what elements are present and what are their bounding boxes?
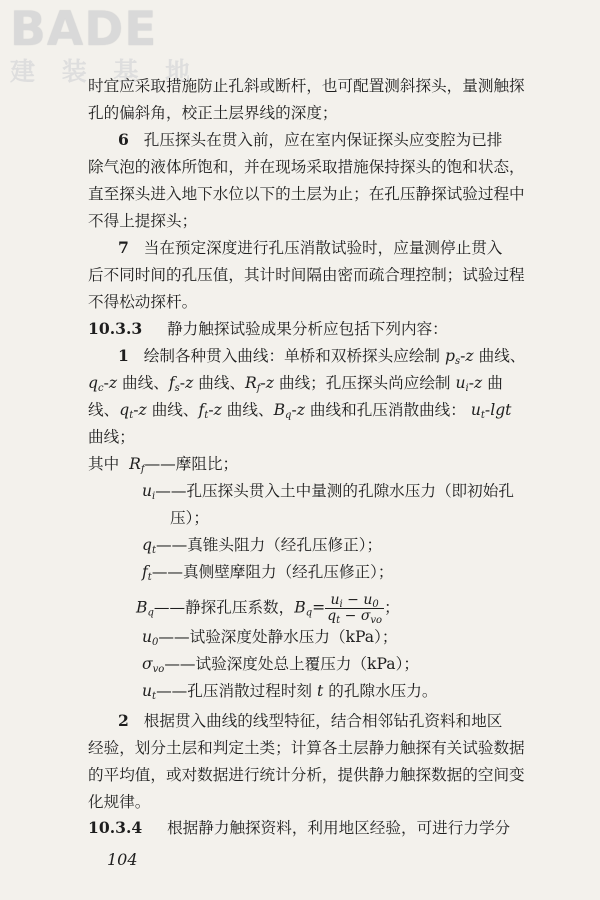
text-line: 线、$q_t-z$ 曲线、$f_t-z$ 曲线、$B_q-z$ 曲线和孔压消散曲线： $u_t$-lgt [88,401,512,421]
section-number: 10.3.3 [88,319,143,338]
text-line: $q_t——$真锥头阻力（经孔压修正）； [142,536,383,556]
text-line: $\sigma_{vo}——$试验深度处总上覆压力（kPa）； [142,655,419,675]
text-line: $u_t——$孔压消散过程时刻 t 的孔隙水压力。 [142,682,438,702]
section-number: 10.3.4 [88,818,143,837]
watermark-logo [10,2,200,86]
text-line: $q_c-z$ 曲线、$f_s-z$ 曲线、$R_f-z$ 曲线；孔压探头尚应绘制 $u_i-z$ 曲 [88,374,503,394]
item-number: 6 [118,130,129,149]
text-line: 不得上提探头； [88,212,198,230]
text-line: 压）； [170,509,209,527]
text-line: $u_i——$孔压探头贯入土中量测的孔隙水压力（即初始孔 [142,482,514,502]
watermark-brand: BADE [10,2,158,57]
text-line: 时宜应采取措施防止孔斜或断杆，也可配置测斜探头，量测触探 [88,77,525,95]
text-line: 7 当在预定深度进行孔压消散试验时，应量测停止贯入 [118,238,503,257]
watermark-tagline: 建 装 基 地 [10,57,200,86]
text-line: 10.3.3 静力触探试验成果分析应包括下列内容： [88,319,448,338]
text-line: 2 根据贯入曲线的线型特征，结合相邻钻孔资料和地区 [118,711,503,730]
text-line: 经验，划分土层和判定土类；计算各土层静力触探有关试验数据 [88,739,525,757]
text-line: 化规律。 [88,793,151,811]
bq-fraction: $\frac{u_i - u_0}{q_t - \sigma_{vo}}$ [327,592,383,626]
text-line: 直至探头进入地下水位以下的土层为止；在孔压静探试验过程中 [88,185,525,203]
text-line: 6 孔压探头在贯入前，应在室内保证探头应变腔为已排 [118,130,503,149]
text-line: 曲线； [88,428,135,446]
page-number: 104 [107,850,138,869]
item-number: 7 [118,238,129,257]
text-line: 孔的偏斜角，校正土层界线的深度； [88,104,338,122]
text-line: 不得松动探杆。 [88,293,198,311]
text-line: 的平均值，或对数据进行统计分析，提供静力触探数据的空间变 [88,766,525,784]
text-line: 1 绘制各种贯入曲线：单桥和双桥探头应绘制 $p_s-z$ 曲线、 [118,346,526,367]
text-line: $f_t——$真侧壁摩阻力（经孔压修正）； [142,563,394,583]
text-line: 其中 $R_f——$摩阻比； [88,455,239,475]
item-number: 1 [118,346,129,365]
text-line: $u_0——$试验深度处静水压力（kPa）； [142,628,398,648]
where-label: 其中 [88,455,120,473]
item-number: 2 [118,711,129,730]
text-line: 除气泡的液体所饱和，并在现场采取措施保持探头的饱和状态， [88,158,525,176]
text-line: 10.3.4 根据静力触探资料，利用地区经验，可进行力学分 [88,818,511,837]
text-line formula-line: $B_q——$静探孔压系数，$B_q=$ $\frac{u_i - u_0}{q_t - \sigma_{vo}}$ ； [136,592,400,626]
text-line: 后不同时间的孔压值，其计时间隔由密而疏合理控制；试验过程 [88,266,525,284]
